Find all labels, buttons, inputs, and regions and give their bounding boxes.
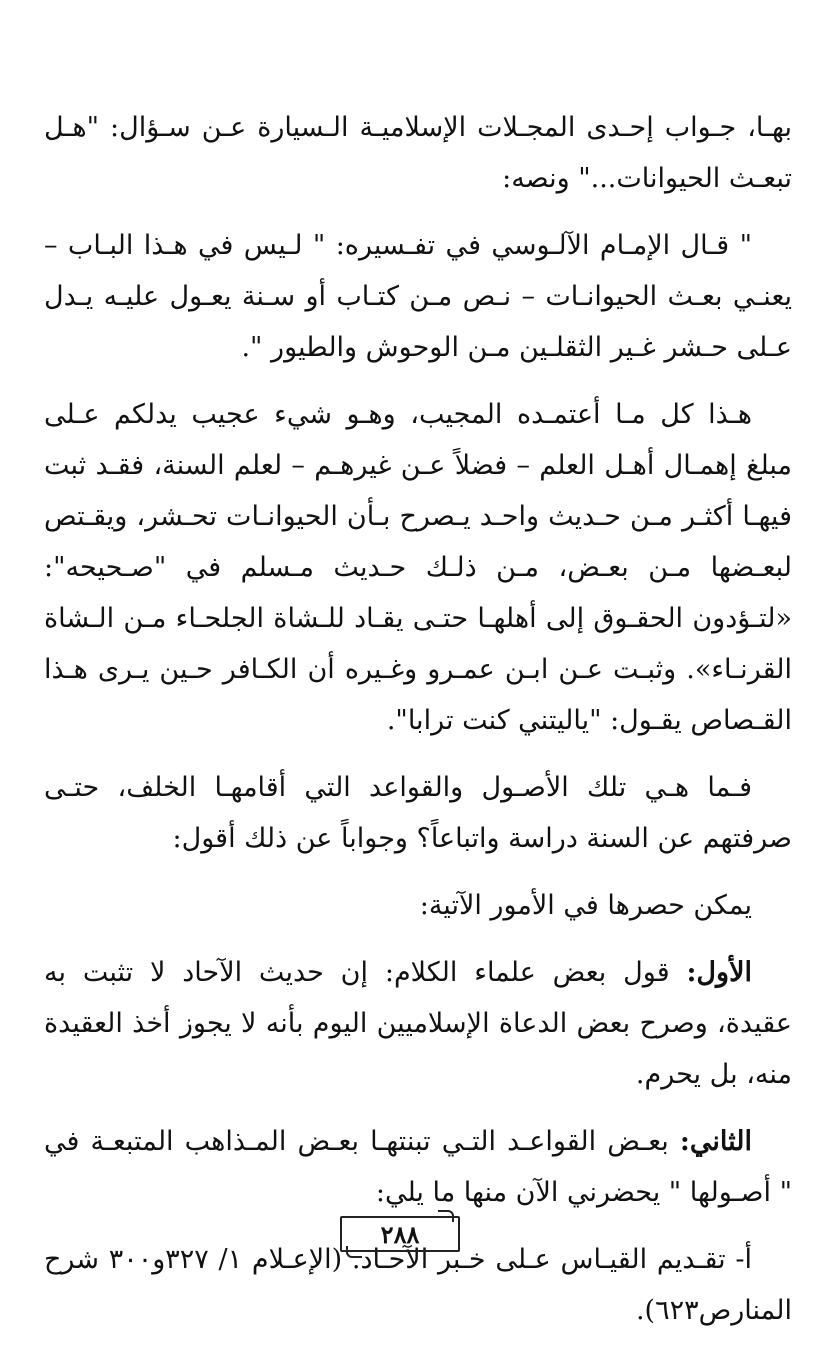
paragraph-text: بهـا، جـواب إحـدى المجـلات الإسلاميـة الـسيارة عـن سـؤال: "هـل تبعـث الحيوانات..." ونصه: [44, 112, 792, 194]
paragraph-second-point [44, 1116, 792, 1218]
page-number: ٢٨٨ [380, 1219, 420, 1249]
paragraph-intro-list [44, 880, 792, 931]
paragraph-text: بعـض القواعـد التـي تبنتهـا بعـض المـذاهب المتبعـة في " أصـولها " يحضرني الآن منها ما يلي: [44, 1126, 792, 1208]
page-number-frame [340, 1216, 460, 1252]
paragraph-question [44, 762, 792, 864]
body-text [44, 102, 792, 1352]
paragraph-hadith-evidence [44, 389, 792, 746]
point-label: الأول: [686, 957, 752, 988]
paragraph-text: " قـال الإمـام الآلـوسي في تفـسيره: " لـيس في هـذا البـاب – يعنـي بعـث الحيوانـات – نـص مـن كتـاب أو سـنة يعـول عليـه يـدل عـلى حـشر غـير الثقلـين مـن الوحوش والطيور ". [44, 230, 792, 363]
paragraph-first-point [44, 947, 792, 1100]
point-label: الثاني: [679, 1126, 752, 1157]
paragraph-text: قول بعض علماء الكلام: إن حديث الآحاد لا تثبت به عقيدة، وصرح بعض الدعاة الإسلاميين اليوم بأنه لا يجوز أخذ العقيدة منه، بل يحرم. [44, 957, 792, 1090]
paragraph-continuation [44, 102, 792, 204]
paragraph-text: هـذا كل مـا أعتمـده المجيب، وهـو شيء عجيب يدلكم عـلى مبلغ إهمـال أهـل العلم – فضلاً عـن غيرهـم – لعلم السنة، فقـد ثبت فيهـا أكثـر مـن حـديث واحـد يـصرح بـأن الحيوانـات تحـشر، ويقـتص لبعـضها مـن بعـض، مـن ذلـك حـديث مـسلم في "صـحيحه": «لتـؤدون الحقـوق إلى أهلهـا حتـى يقـاد للـشاة الجلحـاء مـن الـشاة القرنـاء». وثبـت عـن ابـن عمـرو وغـيره أن الكـافر حـين يـرى هـذا القـصاص يقـول: "ياليتني كنت ترابا". [44, 399, 792, 736]
paragraph-text: أ- تقـديم القيـاس عـلى خـبر الآحـاد. (الإعـلام ١/ ٣٢٧و٣٠٠ شرح المنارص٦٢٣). [44, 1244, 792, 1326]
paragraph-text: يمكن حصرها في الأمور الآتية: [419, 890, 752, 921]
paragraph-alusi-quote [44, 220, 792, 373]
paragraph-text: فـما هـي تلك الأصـول والقواعد التي أقامهـا الخلف، حتـى صرفتهم عن السنة دراسة واتباعاً؟ وجواباً عن ذلك أقول: [44, 772, 792, 854]
